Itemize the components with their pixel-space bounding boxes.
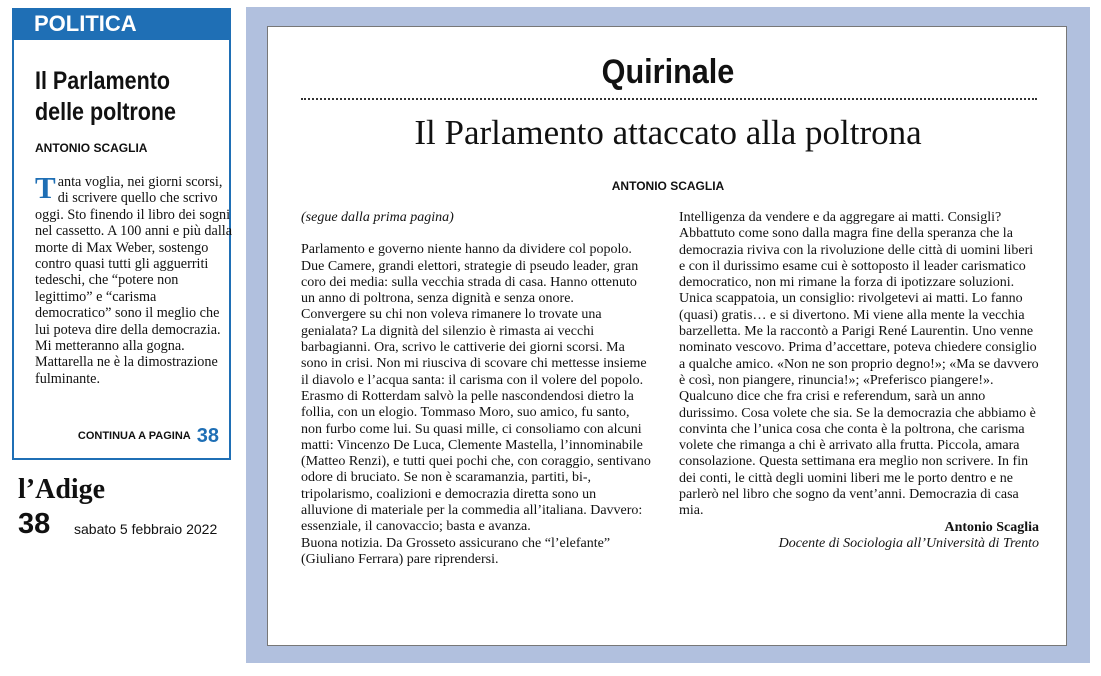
paragraph: Buona notizia. Da Grosseto assicurano che “l’elefante” (Giuliano Ferrara) pare riprendersi. [301, 535, 611, 567]
article-box [267, 26, 1067, 646]
signature-name: Antonio Scaglia [944, 519, 1039, 535]
dotted-divider [301, 98, 1037, 100]
newspaper-logo: l’Adige [18, 474, 106, 505]
article-column-right [679, 210, 1039, 552]
paragraph: Parlamento e governo niente hanno da dividere col popolo. Due Camere, grandi elettori, strategie di pseudo leader, gran coro dei media: sulla vecchia strada di casa. Hanno ottenuto un anno di poltrona, senza dignità e senza onore. [301, 242, 639, 307]
article-column-left [301, 210, 651, 568]
sidebar-author: ANTONIO SCAGLIA [35, 141, 148, 155]
continued-note: (segue dalla prima pagina) [301, 210, 454, 225]
sidebar-teaser-box [12, 40, 231, 460]
article-headline: Il Parlamento attaccato alla poltrona [414, 113, 922, 152]
paragraph: Erasmo di Rotterdam salvò la pelle nascondendosi dietro la follia, con un elogio. Tommaso Moro, suo amico, fu santo, non furbo come lui. Su quasi mille, ci consoliamo con alcuni matti: Vincenzo De Luca, Clemente Mastella, l’innominabile (Matteo Renzi), e tutti quei pochi che, con coraggio, sentivano odore di bruciato. Se non è scaramanzia, partiti, bi-, tripolarismo, coalizioni e democrazia diretta sono un alluvione di materiale per la commedia all’italiana. Davvero: essenziale, il canovaccio; basta e avanza. [301, 388, 651, 535]
sidebar-title: Il Parlamento delle poltrone [35, 67, 176, 126]
continue-page-number: 38 [196, 425, 219, 447]
paragraph: Intelligenza da vendere e da aggregare ai matti. Consigli? Abbattuto come sono dalla magra fine della speranza che la democrazia riviva con la rivoluzione delle città di uomini liberi e con il durissimo esame cui è sottoposto il leader carismatico democratico, non mi rimane la forza di ipotizzare soluzioni. Unica scappatoia, un consiglio: rivolgetevi ai matti. Lo fanno (quasi) gratis… e si divertono. Mi viene alla mente la vecchia barzelletta. Me la raccontò a Parigi René Laurentin. Uno venne nominato vescovo. Prima d’accettare, poteva chiedere consiglio a qualche amico. «Non ne son proprio degno!»; «Ma se davvero è così, non piangere, rinuncia!»; «Preferisco piangere!». [679, 210, 1039, 388]
drop-cap: T [35, 170, 56, 205]
issue-date: sabato 5 febbraio 2022 [74, 521, 218, 537]
article-byline: ANTONIO SCAGLIA [611, 179, 725, 193]
article-kicker: Quirinale [601, 53, 735, 91]
section-label: POLITICA [12, 8, 231, 40]
paragraph: Convergere su chi non voleva rimanere lo trovate una genialata? La dignità del silenzio è rimasta ai vecchi barbagianni. Ora, scrivo le cattiverie dei giorni scorsi. Ma sono in crisi. Non mi riusciva di scovare chi mettesse insieme il diavolo e l’acqua santa: il carisma con il volere del popolo. [301, 307, 647, 388]
signature-role: Docente di Sociologia all’Università di Trento [778, 535, 1039, 551]
sidebar-teaser-text: Tanta voglia, nei giorni scorsi, di scrivere quello che scrivo oggi. Sto finendo il libro dei sogni nel cassetto. A 100 anni e più dalla morte di Max Weber, sostengo contro quasi tutti gli agguerriti tedeschi, che “potere non legittimo” e “carisma democratico” sono il meglio che lui poteva dire della democrazia. Mi metteranno alla gogna. Mattarella ne è la dimostrazione fulminante. [35, 170, 233, 387]
paragraph: Qualcuno dice che fra crisi e referendum, sarà un anno durissimo. Cosa volete che sia. Se la democrazia che abbiamo è convinta che l’unica cosa che conta è la poltrona, che carisma volete che rimanga a chi è arrivato alla frutta. Piccola, amara consolazione. Questa settimana era meglio non scrivere. In fin dei conti, le città degli uomini liberi me le porto dentro e ne parlerò nel libro che sogno da vent’anni. Democrazia di casa mia. [679, 389, 1036, 519]
page-number: 38 [18, 508, 51, 540]
continue-link[interactable]: CONTINUA A PAGINA 38 [77, 425, 219, 447]
